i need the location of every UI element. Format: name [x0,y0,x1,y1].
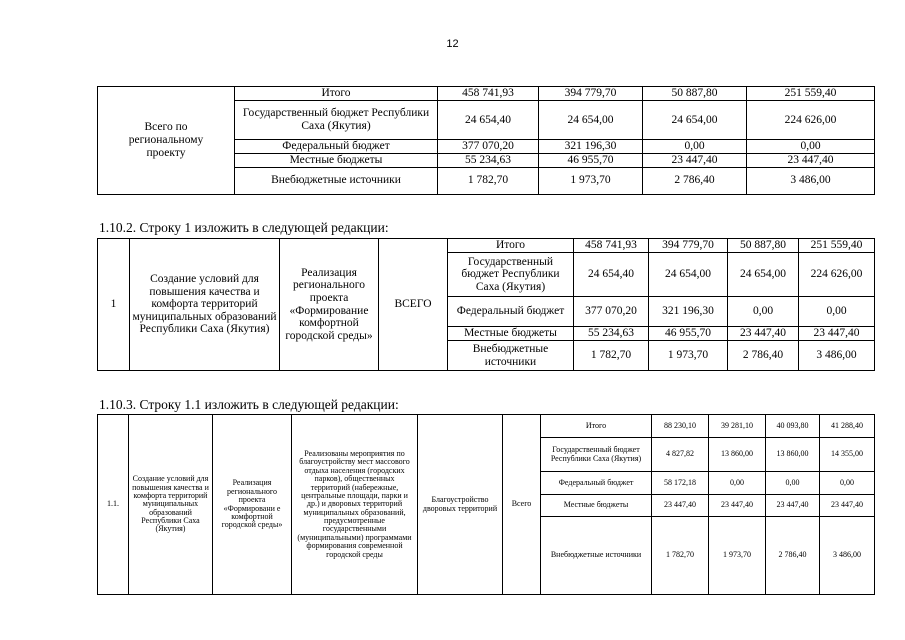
value-cell: 2 786,40 [643,167,747,194]
funding-source: Федеральный бюджет [541,472,652,495]
project-name: Реализация регионального проекта «Формирование комфортной городской среды» [280,239,379,371]
section-heading-1-10-2: 1.10.2. Строку 1 изложить в следующей редакции: [99,220,389,235]
project-name: Реализация регионального проекта «Формировани е комфортной городской среды» [213,415,292,595]
value-cell: 24 654,00 [649,253,728,297]
task-description: Создание условий для повышения качества и комфорта территорий муниципальных образований Республики Саха (Якутия) [129,415,213,595]
funding-source: Местные бюджеты [235,153,438,167]
value-cell: 0,00 [820,472,875,495]
value-cell: 50 887,80 [728,239,799,253]
value-cell: 1 973,70 [709,517,766,595]
funding-source: Внебюджетные источники [541,517,652,595]
value-cell: 23 447,40 [652,495,709,517]
funding-source: Местные бюджеты [541,495,652,517]
value-cell: 0,00 [766,472,820,495]
section-heading-1-10-3: 1.10.3. Строку 1.1 изложить в следующей редакции: [99,397,399,412]
value-cell: 50 887,80 [643,87,747,101]
value-cell: 23 447,40 [820,495,875,517]
value-cell: 13 860,00 [709,438,766,472]
value-cell: 55 234,63 [438,153,539,167]
table-row [98,87,875,101]
funding-source: Итого [541,415,652,438]
value-cell: 377 070,20 [574,297,649,327]
value-cell: 4 827,82 [652,438,709,472]
value-cell: 394 779,70 [539,87,643,101]
value-cell: 23 447,40 [747,153,875,167]
value-cell: 458 741,93 [574,239,649,253]
value-cell: 41 288,40 [820,415,875,438]
value-cell: 24 654,40 [438,101,539,140]
value-cell: 46 955,70 [649,327,728,341]
row-1-1-table [97,414,875,595]
value-cell: 40 093,80 [766,415,820,438]
value-cell: 23 447,40 [709,495,766,517]
funding-source: Итого [448,239,574,253]
total-label: ВСЕГО [379,239,448,371]
value-cell: 0,00 [709,472,766,495]
table-row [98,415,875,438]
funding-source: Федеральный бюджет [448,297,574,327]
task-description: Создание условий для повышения качества и комфорта территорий муниципальных образований Республики Саха (Якутия) [130,239,280,371]
value-cell: 24 654,00 [728,253,799,297]
value-cell: 0,00 [799,297,875,327]
value-cell: 23 447,40 [728,327,799,341]
value-cell: 88 230,10 [652,415,709,438]
funding-source: Государственный бюджет Республики Саха (Якутия) [235,101,438,140]
value-cell: 458 741,93 [438,87,539,101]
value-cell: 377 070,20 [438,140,539,154]
value-cell: 2 786,40 [766,517,820,595]
total-label: Всего [503,415,541,595]
value-cell: 224 626,00 [799,253,875,297]
value-cell: 1 782,70 [574,341,649,371]
value-cell: 0,00 [643,140,747,154]
row-number: 1 [98,239,130,371]
value-cell: 24 654,00 [643,101,747,140]
value-cell: 0,00 [747,140,875,154]
value-cell: 251 559,40 [799,239,875,253]
value-cell: 1 782,70 [438,167,539,194]
value-cell: 224 626,00 [747,101,875,140]
value-cell: 0,00 [728,297,799,327]
value-cell: 23 447,40 [799,327,875,341]
funding-source: Государственный бюджет Республики Саха (Якутия) [541,438,652,472]
value-cell: 24 654,40 [574,253,649,297]
value-cell: 24 654,00 [539,101,643,140]
value-cell: 55 234,63 [574,327,649,341]
table-row [98,239,875,253]
value-cell: 23 447,40 [766,495,820,517]
value-cell: 13 860,00 [766,438,820,472]
value-cell: 1 782,70 [652,517,709,595]
funding-source: Внебюджетные источники [235,167,438,194]
funding-source: Государственный бюджет Республики Саха (Якутия) [448,253,574,297]
funding-source: Федеральный бюджет [235,140,438,154]
value-cell: 321 196,30 [649,297,728,327]
value-cell: 321 196,30 [539,140,643,154]
direction-name: Благоустройство дворовых территорий [418,415,503,595]
value-cell: 2 786,40 [728,341,799,371]
activity-description: Реализованы мероприятия по благоустройству мест массового отдыха населения (городских парков), общественных территорий (набережные, центральные площади, парки и др.) и дворовых территорий муниципальных образований, предусмотренные государственными (муниципальными) программами формирования современной городской среды [292,415,418,595]
page-number: 12 [446,38,459,50]
value-cell: 3 486,00 [747,167,875,194]
value-cell: 39 281,10 [709,415,766,438]
value-cell: 3 486,00 [820,517,875,595]
funding-source: Местные бюджеты [448,327,574,341]
funding-source: Внебюджетные источники [448,341,574,371]
value-cell: 251 559,40 [747,87,875,101]
value-cell: 1 973,70 [649,341,728,371]
value-cell: 14 355,00 [820,438,875,472]
value-cell: 23 447,40 [643,153,747,167]
value-cell: 58 172,18 [652,472,709,495]
value-cell: 3 486,00 [799,341,875,371]
value-cell: 1 973,70 [539,167,643,194]
row-number: 1.1. [98,415,129,595]
regional-project-total-table [97,86,875,195]
value-cell: 394 779,70 [649,239,728,253]
value-cell: 46 955,70 [539,153,643,167]
row-1-table [97,238,875,371]
regional-project-label: Всего по региональному проекту [98,87,235,195]
funding-source: Итого [235,87,438,101]
